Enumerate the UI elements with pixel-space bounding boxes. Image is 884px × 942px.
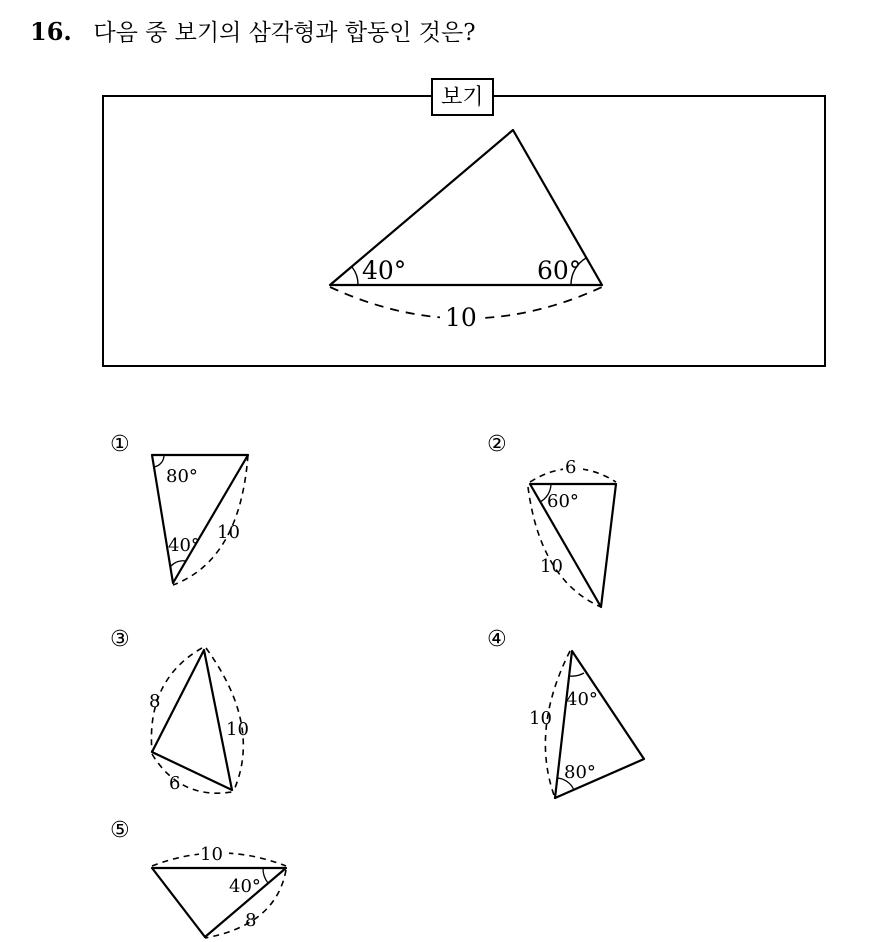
option-1-angle-top: 80° [166, 466, 198, 487]
question-text: 다음 중 보기의 삼각형과 합동인 것은? [93, 20, 476, 46]
option-2-marker[interactable]: ② [487, 432, 507, 457]
option-5-marker[interactable]: ⑤ [110, 818, 130, 843]
option-1-angle-bottom: 40° [168, 535, 200, 556]
option-2-side-top: 6 [565, 457, 577, 478]
option-2-triangle [528, 469, 616, 608]
example-angle-right: 60° [537, 256, 582, 285]
option-5-side-top: 10 [200, 844, 223, 865]
example-triangle [330, 130, 602, 319]
option-5-side-label: 8 [245, 910, 257, 931]
option-5-triangle [152, 853, 286, 938]
option-2-side-label: 10 [540, 556, 563, 577]
question-number: 16. [30, 17, 72, 46]
option-2-angle: 60° [547, 491, 579, 512]
option-4-side-label: 10 [529, 708, 552, 729]
option-3-side-left: 8 [149, 691, 161, 712]
option-5-angle: 40° [229, 876, 261, 897]
option-4-marker[interactable]: ④ [487, 627, 507, 652]
option-1-side-label: 10 [217, 522, 240, 543]
option-4-angle-bottom: 80° [564, 762, 596, 783]
option-1-marker[interactable]: ① [110, 432, 130, 457]
example-side-label: 10 [445, 303, 477, 332]
example-angle-left: 40° [362, 256, 407, 285]
example-box-label: 보기 [431, 78, 494, 116]
option-3-side-right: 10 [226, 719, 249, 740]
option-3-side-bottom: 6 [169, 773, 181, 794]
option-4-angle-top: 40° [566, 689, 598, 710]
option-3-marker[interactable]: ③ [110, 627, 130, 652]
